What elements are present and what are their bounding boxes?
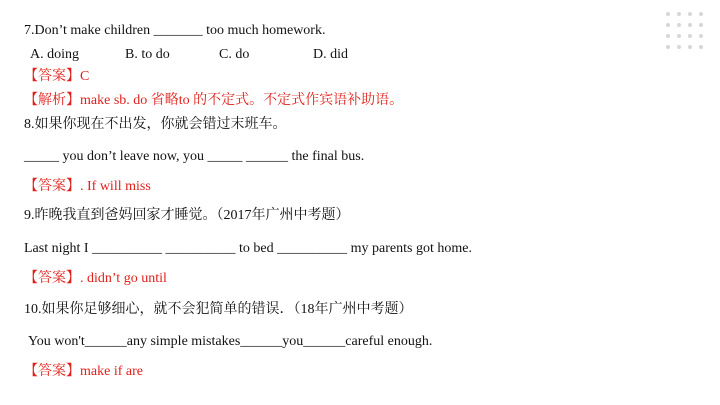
q9-blank-line: Last night I __________ __________ to bed __________ my parents got home.	[24, 241, 472, 256]
decor-dot	[688, 45, 692, 49]
q10-stem: 10.如果你足够细心，就不会犯简单的错误．（18年广州中考题）	[24, 302, 413, 317]
decor-dot	[699, 34, 703, 38]
decor-dot	[666, 34, 670, 38]
q7-option-c: C. do	[219, 47, 250, 62]
q9-stem: 9.昨晚我直到爸妈回家才睡觉。（2017年广州中考题）	[24, 208, 350, 223]
decor-dot	[677, 45, 681, 49]
q7-stem: 7.Don’t make children _______ too much homework.	[24, 23, 326, 38]
decor-dot	[666, 45, 670, 49]
decor-dot	[677, 34, 681, 38]
decor-dot	[688, 34, 692, 38]
decor-dot	[666, 23, 670, 27]
q7-answer: 【答案】C	[24, 69, 90, 84]
q7-option-b: B. to do	[125, 47, 170, 62]
decor-dot	[699, 23, 703, 27]
q8-stem: 8.如果你现在不出发，你就会错过末班车。	[24, 117, 287, 132]
decor-dot	[699, 45, 703, 49]
q7-option-d: D. did	[313, 47, 348, 62]
q10-blank-line: You won't______any simple mistakes______you______careful enough.	[28, 334, 433, 349]
decor-dot	[677, 23, 681, 27]
decor-dot	[688, 12, 692, 16]
q7-explanation: 【解析】make sb. do 省略to 的不定式。不定式作宾语补助语。	[24, 93, 404, 108]
decor-dot	[699, 12, 703, 16]
q10-answer: 【答案】make if are	[24, 364, 143, 379]
decor-dot	[666, 12, 670, 16]
q8-blank-line: _____ you don’t leave now, you _____ ______ the final bus.	[24, 149, 365, 164]
q9-answer: 【答案】. didn’t go until	[24, 271, 167, 286]
dot-grid-decoration	[666, 12, 710, 56]
decor-dot	[688, 23, 692, 27]
q7-option-a: A. doing	[30, 47, 79, 62]
decor-dot	[677, 12, 681, 16]
q8-answer: 【答案】. If will miss	[24, 179, 151, 194]
